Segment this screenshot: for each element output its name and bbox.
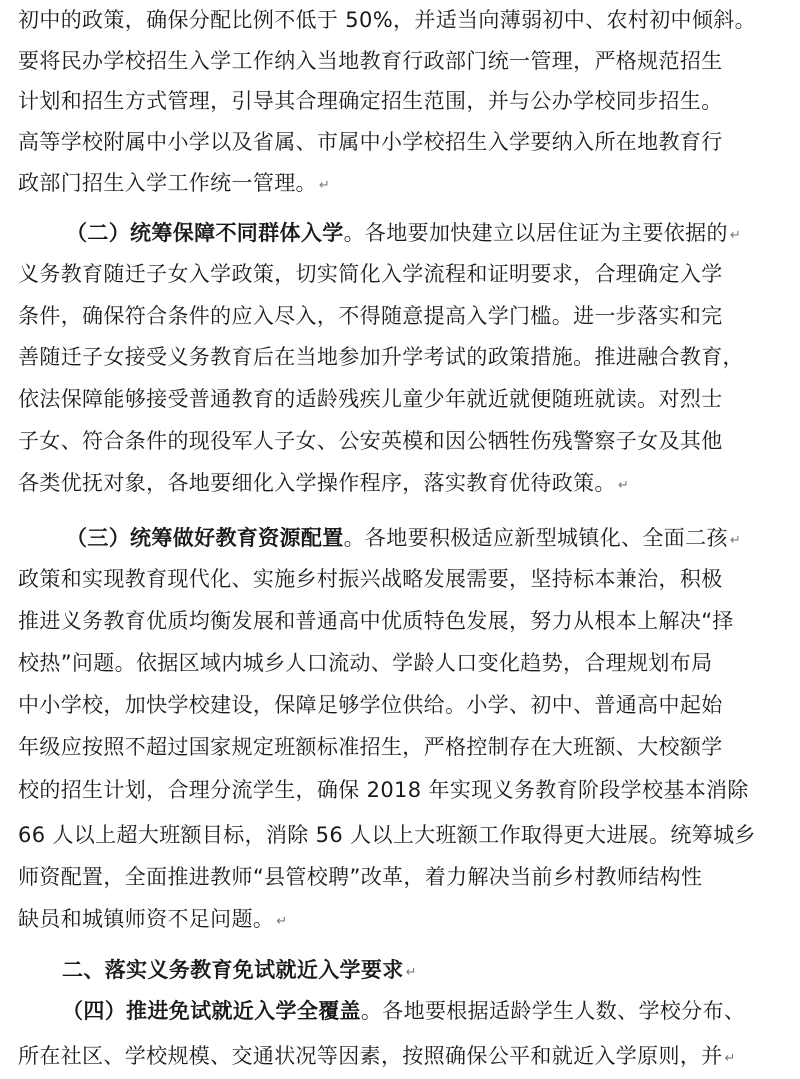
text-line <box>18 0 756 40</box>
text-line <box>18 815 756 855</box>
text-line <box>18 296 723 336</box>
line-text: 高等学校附属中小学以及省属、市属中小学校招生入学要纳入所在地教育行 <box>18 130 723 154</box>
paragraph-heading: （三）统筹做好教育资源配置 <box>66 526 344 550</box>
text-line <box>18 685 723 725</box>
text-line <box>18 559 723 599</box>
line-text: 初中的政策，确保分配比例不低于 50%，并适当向薄弱初中、农村初中倾斜。 <box>18 8 756 32</box>
line-text: 缺员和城镇师资不足问题。 <box>18 907 275 931</box>
paragraph-heading: （四）推进免试就近入学全覆盖 <box>62 999 361 1023</box>
text-line <box>18 1036 736 1076</box>
paragraph-mark-icon: ↵ <box>729 228 742 243</box>
paragraph-mark-icon: ↵ <box>729 533 742 548</box>
paragraph-heading: （二）统筹保障不同群体入学 <box>66 221 344 245</box>
section-heading <box>62 950 417 990</box>
text-line <box>18 379 723 419</box>
paragraph-mark-icon: ↵ <box>405 965 417 980</box>
text-line <box>18 163 330 203</box>
text-line <box>18 770 749 810</box>
paragraph-lead-line <box>62 991 745 1031</box>
paragraph-mark-icon: ↵ <box>276 914 288 929</box>
text-line <box>18 254 723 294</box>
line-text: 。各地要根据适龄学生人数、学校分布、 <box>360 999 746 1023</box>
line-text: 计划和招生方式管理，引导其合理确定招生范围，并与公办学校同步招生。 <box>18 89 723 113</box>
line-text: 要将民办学校招生入学工作纳入当地教育行政部门统一管理，严格规范招生 <box>18 49 723 73</box>
line-text: 推进义务教育优质均衡发展和普通高中优质特色发展，努力从根本上解决“择 <box>18 609 734 633</box>
paragraph-lead-line <box>66 518 741 558</box>
text-line <box>18 727 723 767</box>
line-text: 所在社区、学校规模、交通状况等因素，按照确保公平和就近入学原则，并 <box>18 1044 723 1068</box>
text-line <box>18 41 723 81</box>
line-text: 。各地要积极适应新型城镇化、全面二孩 <box>343 526 728 550</box>
text-line <box>18 899 287 939</box>
line-text: 条件，确保符合条件的应入尽入，不得随意提高入学门槛。进一步落实和完 <box>18 304 723 328</box>
paragraph-mark-icon: ↵ <box>318 178 331 193</box>
line-text: 依法保障能够接受普通教育的适龄残疾儿童少年就近就便随班就读。对烈士 <box>18 387 723 411</box>
text-line <box>18 122 723 162</box>
section-heading-text: 二、落实义务教育免试就近入学要求 <box>62 958 404 982</box>
line-text: 校的招生计划，合理分流学生，确保 2018 年实现义务教育阶段学校基本消除 <box>18 778 749 802</box>
line-text: 师资配置，全面推进教师“县管校聘”改革，着力解决当前乡村教师结构性 <box>18 865 703 889</box>
text-line <box>18 337 744 377</box>
line-text: 中小学校，加快学校建设，保障足够学位供给。小学、初中、普通高中起始 <box>18 693 723 717</box>
line-text: 校热”问题。依据区域内城乡人口流动、学龄人口变化趋势，合理规划布局 <box>18 651 713 675</box>
line-text: 年级应按照不超过国家规定班额标准招生，严格控制存在大班额、大校额学 <box>18 735 723 759</box>
line-text: 66 人以上超大班额目标，消除 56 人以上大班额工作取得更大进展。统筹城乡 <box>18 823 756 847</box>
text-line <box>18 857 702 897</box>
line-text: 政策和实现教育现代化、实施乡村振兴战略发展需要，坚持标本兼治，积极 <box>18 567 723 591</box>
text-line <box>18 601 734 641</box>
text-line <box>18 463 629 503</box>
line-text: 子女、符合条件的现役军人子女、公安英模和因公牺牲伤残警察子女及其他 <box>18 429 723 453</box>
paragraph-lead-line <box>66 213 741 253</box>
text-line <box>18 643 712 683</box>
line-text: 。各地要加快建立以居住证为主要依据的 <box>343 221 728 245</box>
text-line <box>18 81 723 121</box>
line-text: 善随迁子女接受义务教育后在当地参加升学考试的政策措施。推进融合教育， <box>18 345 744 369</box>
line-text: 各类优抚对象，各地要细化入学操作程序，落实教育优待政策。 <box>18 471 616 495</box>
text-line <box>18 421 723 461</box>
paragraph-mark-icon: ↵ <box>617 478 630 493</box>
paragraph-mark-icon: ↵ <box>724 1051 736 1066</box>
line-text: 义务教育随迁子女入学政策，切实简化入学流程和证明要求，合理确定入学 <box>18 262 723 286</box>
line-text: 政部门招生入学工作统一管理。 <box>18 171 317 195</box>
